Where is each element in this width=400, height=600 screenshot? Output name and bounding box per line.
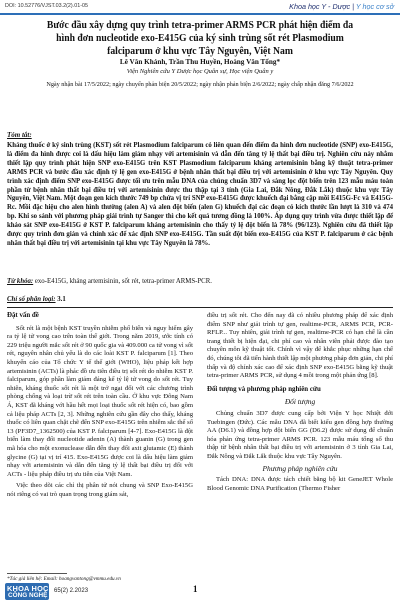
journal-logo <box>5 583 49 600</box>
subjects-paragraph: Chủng chuẩn 3D7 được cung cấp bởi Viện Y học Nhiệt đới Tuebingen (Đức). Các mẫu DNA đã biết kiểu gen đồng hợp thường AA (D6.1) và đồng hợp đột biến GG (D6.2) được sử dụng để chuẩn hóa phản ứng tetra-primer ARMS PCR. 123 mẫu máu tổng số thu thập từ bệnh nhân thất bại điều trị với artemisinin ở 3 tỉnh Gia Lai, Đắk Nông và Đắk Lắk thuộc khu vực Tây Nguyên. <box>207 409 393 460</box>
methods-paragraph: Tách DNA: DNA được tách chiết bằng bộ kit GeneJET Whole Blood Genomic DNA Purification (Thermo Fisher <box>207 476 393 492</box>
intro-paragraph: Sốt rét là một bệnh KST truyền nhiễm phổ biến và nguy hiểm gây ra tỷ lệ tử vong cao trên toàn thế giới. Trong năm 2019, ước tính có 229 triệu người mắc sốt rét ở 90 quốc gia và 409.000 ca tử vong vì sốt rét, nguyên nhân chủ yếu là do các loài KST P. falciparum [1]. Theo khuyến cáo của Tổ chức Y tế thế giới (WHO), liệu pháp kết hợp artemisinin (ACTs) là phác đồ ưu tiên điều trị sốt rét do nhiễm KST P. falciparum, góp phần làm giảm đáng kể tỷ lệ tử vong do sốt rét. Tuy nhiên, kháng thuốc sốt rét là một trở ngại đối với các chương trình phòng chống và loại trừ sốt rét trên toàn cầu. Ở khu vực Đông Nam Á, KST đã kháng với hầu hết mọi loại thuốc sốt rét hiện có, bao gồm cả liệu pháp ACTs [2, 3]. Những nghiên cứu gần đây cho thấy, kháng thuốc có liên quan chặt chẽ đến SNP exo-E415G trên nhiễm sắc thể số 13 (PF3D7_1362500) của KST P. falciparum [4-7]. Exo-E415G là đột biến làm thay đổi nucleotide adenin (A) thành guanin (G) trong gen mã hóa cho một exonuclease dẫn đến thay đổi axit glutamic (E) thành glycine (G) tại vị trí 415. Exo-E415G được coi là dấu hiệu làm giảm nhạy với artemisinin và dẫn đến tăng tỷ lệ thất bại điều trị đối với ACTs - liệu pháp điều trị ưu tiên của Việt Nam. <box>7 324 193 478</box>
affiliation: Viện Nghiên cứu Y Dược học Quân sự, Học viện Quân y <box>126 68 274 75</box>
logo-line1: KHOA HỌC <box>7 584 49 593</box>
submission-dates: Ngày nhận bài 17/5/2022; ngày chuyển phản biện 20/5/2022; ngày nhận phản biện 2/6/2022; ngày chấp nhận đăng 7/6/2022 <box>46 81 354 88</box>
header-rule <box>0 13 400 15</box>
intro-paragraph: Việc theo dõi các chỉ thị phân tử nói chung và SNP Exo-E415G nói riêng có vai trò quan trọng trong giám sát, <box>7 482 193 498</box>
journal-name: Khoa học Y - Dược <box>289 2 351 11</box>
intro-continuation: điều trị sốt rét. Cho đến nay đã có nhiều phương pháp để xác định điểm SNP như giải trình tự gen, realtime-PCR, ARMS PCR, PCR-RFLP... Tuy nhiên, giải trình tự gen, realtime-PCR có hạn chế là cần trang thiết bị hiện đại, chi phí cao và nhân viên phải được đào tạo chuyên môn kỹ thuật tốt. Chính vì vậy để khắc phục những hạn chế đó, chúng tôi đã tiến hành thiết lập một phương pháp đơn giản, chi phí thấp và độ chính xác cao để xác định SNP exo-E415G bằng kỹ thuật tetra-primer ARMS PCR, sử dụng 4 mồi trong một phản ứng [8]. <box>207 312 393 380</box>
subheading-methods: Phương pháp nghiên cứu <box>262 463 338 473</box>
abstract-label: Tóm tắt: <box>7 131 32 139</box>
section-heading-methods: Đối tượng và phương pháp nghiên cứu <box>207 385 321 393</box>
footnote: *Tác giả liên hệ: Email: hoangvantong@vmmu.edu.vn <box>7 576 121 582</box>
logo-line2: CÔNG NGHỆ <box>8 592 48 599</box>
keywords-value: exo-E415G, kháng artemisinin, sốt rét, tetra-primer ARMS-PCR. <box>33 278 212 285</box>
journal-subsection: Y học cơ sở <box>355 2 394 11</box>
keywords <box>7 278 393 287</box>
abstract-text: Kháng thuốc ở ký sinh trùng (KST) sốt rét Plasmodium falciparum có liên quan đến điểm đa hình đơn nucleotide (SNP) exo-E415G, là điểm đa hình được coi là dấu hiệu làm giảm nhạy với artemisinin và dẫn đến tăng tỷ lệ thất bại điều trị. Nghiên cứu này nhằm thiết lập quy trình phát hiện SNP exo-E415G trên KST Plasmodium falciparum kháng artemisinin bằng kỹ thuật tetra-primer ARMS PCR và bước đầu xác định tỷ lệ gen exo-E415G ở bệnh nhân thất bại điều trị với artemisinin ở khu vực Tây Nguyên. Quy trình xác định điểm SNP exo-E415G được tối ưu trên mẫu DNA của chủng chuẩn 3D7 và sàng lọc đột biến trên 123 mẫu máu toàn phần từ bệnh nhân thất bại điều trị với artemisinin được thu thập tại 3 tỉnh (Gia Lai, Đắk Nông, Đắk Lắk) thuộc khu vực Tây Nguyên, Việt Nam. Một đoạn gen kích thước 749 bp chứa vị trí SNP exo-E415G được khuếch đại bằng cặp mồi E415G-Fc và E415G-Rc. Mồi đặc hiệu cho alen hình thường (alen A) và alen đột biến (alen G) khuếch đại các đoạn có kích thước lần lượt là 310 và 474 bp. Khi so sánh với phương pháp giải trình tự Sanger thì cho kết quả tương đồng là 100%. Áp dụng quy trình vừa được thiết lập để khảo sát SNP exo-E415G ở KST P. falciparum kháng artemisinin cho thấy tỷ lệ đột biến là 78% (96/123). Nghiên cứu đã thiết lập được quy trình đơn giản và chính xác để xác định SNP exo-E415G. Tần suất đột biến exo-E415G của KST P. falciparum ở các bệnh nhân thất bại điều trị với artemisinin tại khu vực Tây Nguyên là 78%. <box>7 142 393 247</box>
subject-value: 3.1 <box>55 296 66 303</box>
left-column <box>7 312 193 502</box>
section-heading-intro: Đặt vấn đề <box>7 312 39 319</box>
page-number: 1 <box>193 584 198 594</box>
journal-section <box>289 2 394 11</box>
subject-index <box>7 296 66 303</box>
doi: DOI: 10.52776/VJST.03.2(2).01-05 <box>5 3 89 9</box>
subheading-subjects: Đối tượng <box>284 397 316 407</box>
footnote-rule <box>7 573 67 574</box>
right-column <box>207 312 393 496</box>
journal-separator: | <box>350 2 356 11</box>
header-bar <box>0 0 400 13</box>
authors: Lê Văn Khánh, Trần Thu Huyền, Hoàng Văn Tổng* <box>119 58 281 66</box>
keywords-label: Từ khóa: <box>7 278 34 285</box>
subject-label: Chỉ số phân loại: <box>7 296 56 303</box>
issue-info: 65(2) 2.2023 <box>54 588 89 594</box>
paper-title: Bước đầu xây dựng quy trình tetra-primer ARMS PCR phát hiện điểm đa hình đơn nucleotide exo-E415G của ký sinh trùng sốt rét Plasmodium falciparum ở khu vực Tây Nguyên, Việt Nam <box>46 19 354 57</box>
divider <box>7 307 393 308</box>
